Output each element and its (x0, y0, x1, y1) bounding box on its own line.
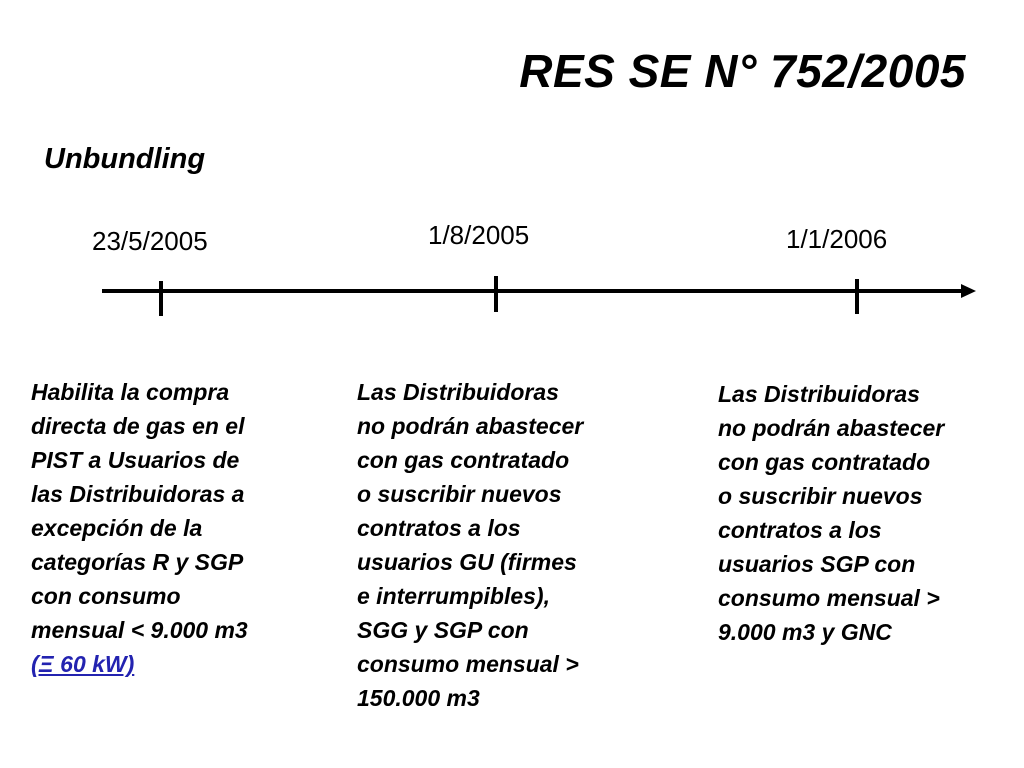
event-text: Las Distribuidoras no podrán abastecer con gas contratado o suscribir nuevos contratos a los usuarios SGP con consumo mensual > 9.000 m3 y GNC (718, 381, 945, 645)
slide-subtitle: Unbundling (44, 143, 206, 175)
slide-title: RES SE N° 752/2005 (519, 45, 966, 97)
timeline-date-label: 1/1/2006 (786, 224, 888, 254)
event-text: Habilita la compra directa de gas en el PIST a Usuarios de las Distribuidoras a excepción de la categorías R y SGP con consumo mensual < 9.000 m3 (31, 379, 248, 643)
timeline-date-label: 23/5/2005 (92, 226, 208, 256)
event-text: Las Distribuidoras no podrán abastecer con gas contratado o suscribir nuevos contratos a los usuarios GU (firmes e interrumpibles), SGG y SGP con consumo mensual > 150.000 m3 (357, 379, 584, 711)
timeline-event-description (357, 375, 657, 715)
power-equivalence-note: (Ξ 60 kW) (31, 651, 135, 677)
timeline-event-description (718, 377, 1018, 649)
timeline-arrowhead (961, 284, 976, 298)
timeline-date-label: 1/8/2005 (428, 220, 530, 250)
timeline-event-description (31, 375, 331, 681)
